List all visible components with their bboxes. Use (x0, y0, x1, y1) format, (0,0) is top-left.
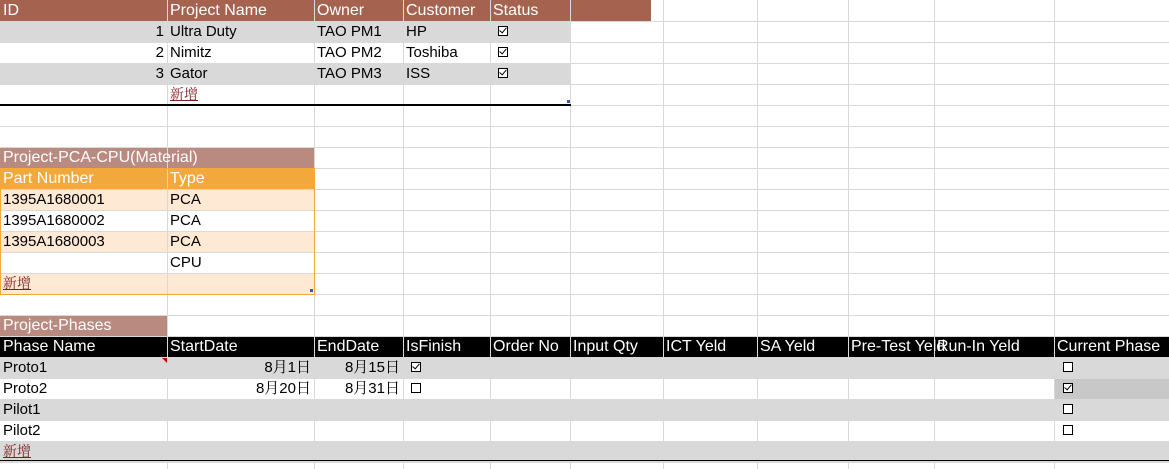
project-name-cell: Nimitz (170, 44, 212, 61)
material-table-title: Project-PCA-CPU(Material) (3, 149, 198, 166)
phase-start-date-cell (167, 420, 314, 441)
project-status-checkbox[interactable] (498, 68, 508, 78)
project-name-cell: Ultra Duty (170, 23, 237, 40)
project-customer-cell: Toshiba (406, 44, 458, 61)
material-col-header: Part Number (3, 170, 94, 187)
material-resize-handle[interactable] (310, 289, 313, 292)
phase-current-checkbox[interactable] (1063, 362, 1073, 372)
projects-col-header: Status (493, 2, 539, 19)
material-col-header: Type (170, 170, 205, 187)
phase-name-cell: Pilot2 (3, 422, 41, 439)
part-type-cell: PCA (170, 233, 201, 250)
projects-col-header: Project Name (170, 2, 267, 19)
gridline-horizontal (0, 462, 1169, 463)
phase-name-cell: Proto2 (3, 380, 48, 397)
phases-col-header: Order No (493, 338, 559, 355)
project-id-cell: 3 (155, 65, 164, 82)
phases-col-header: Pre-Test Yeld (851, 338, 946, 355)
phases-add-link[interactable]: 新增 (3, 443, 31, 459)
projects-resize-handle[interactable] (567, 100, 570, 103)
phases-table-bottom-border (0, 460, 1169, 461)
phase-current-checkbox[interactable] (1063, 383, 1073, 393)
phases-col-header: Current Phase (1057, 338, 1161, 355)
project-id-cell: 1 (155, 23, 164, 40)
part-type-cell: CPU (170, 254, 202, 271)
phase-isfinish-checkbox[interactable] (411, 362, 421, 372)
projects-col-header: ID (3, 2, 19, 19)
material-table-border (0, 168, 315, 295)
project-owner-cell: TAO PM2 (317, 44, 382, 61)
project-customer-cell: ISS (406, 65, 431, 82)
phase-name-cell: Pilot1 (3, 401, 41, 418)
projects-col-header: Owner (317, 2, 365, 19)
phase-isfinish-checkbox[interactable] (411, 383, 421, 393)
phase-end-date-cell: 8月15日 (344, 359, 400, 376)
phase-start-date-cell: 8月20日 (255, 380, 311, 397)
phases-col-header: Input Qty (573, 338, 638, 355)
projects-table-bottom-border (0, 104, 571, 106)
material-add-link[interactable]: 新增 (3, 275, 31, 291)
phases-col-header: IsFinish (406, 338, 462, 355)
phases-col-header: EndDate (317, 338, 380, 355)
phases-col-header: Run-In Yeld (937, 338, 1020, 355)
project-status-checkbox[interactable] (498, 26, 508, 36)
part-number-cell: 1395A1680003 (3, 233, 105, 250)
part-type-cell: PCA (170, 191, 201, 208)
project-status-checkbox[interactable] (498, 47, 508, 57)
phase-end-date-cell: 8月31日 (344, 380, 400, 397)
phase-start-date-cell (167, 399, 314, 420)
phase-end-date-cell (314, 420, 403, 441)
phases-table-title: Project-Phases (3, 317, 112, 334)
phase-end-date-cell (314, 399, 403, 420)
gridline-horizontal (0, 315, 1169, 316)
part-type-cell: PCA (170, 212, 201, 229)
phases-col-header: ICT Yeld (666, 338, 727, 355)
project-owner-cell: TAO PM3 (317, 65, 382, 82)
phases-col-header: Phase Name (3, 338, 96, 355)
phases-col-header: SA Yeld (760, 338, 816, 355)
phase-start-date-cell: 8月1日 (264, 359, 311, 376)
phases-col-header: StartDate (170, 338, 238, 355)
comment-indicator (162, 358, 167, 363)
gridline-horizontal (0, 441, 1169, 442)
part-number-cell: 1395A1680001 (3, 191, 105, 208)
project-owner-cell: TAO PM1 (317, 23, 382, 40)
gridline-horizontal (0, 126, 1169, 127)
project-name-cell: Gator (170, 65, 208, 82)
phase-name-cell: Proto1 (3, 359, 48, 376)
phase-current-checkbox[interactable] (1063, 425, 1073, 435)
part-number-cell: 1395A1680002 (3, 212, 105, 229)
phase-current-checkbox[interactable] (1063, 404, 1073, 414)
project-id-cell: 2 (155, 44, 164, 61)
projects-col-header: Customer (406, 2, 476, 19)
projects-add-link[interactable]: 新增 (170, 86, 198, 102)
project-customer-cell: HP (406, 23, 427, 40)
phases-add-row-shade (0, 441, 1169, 462)
